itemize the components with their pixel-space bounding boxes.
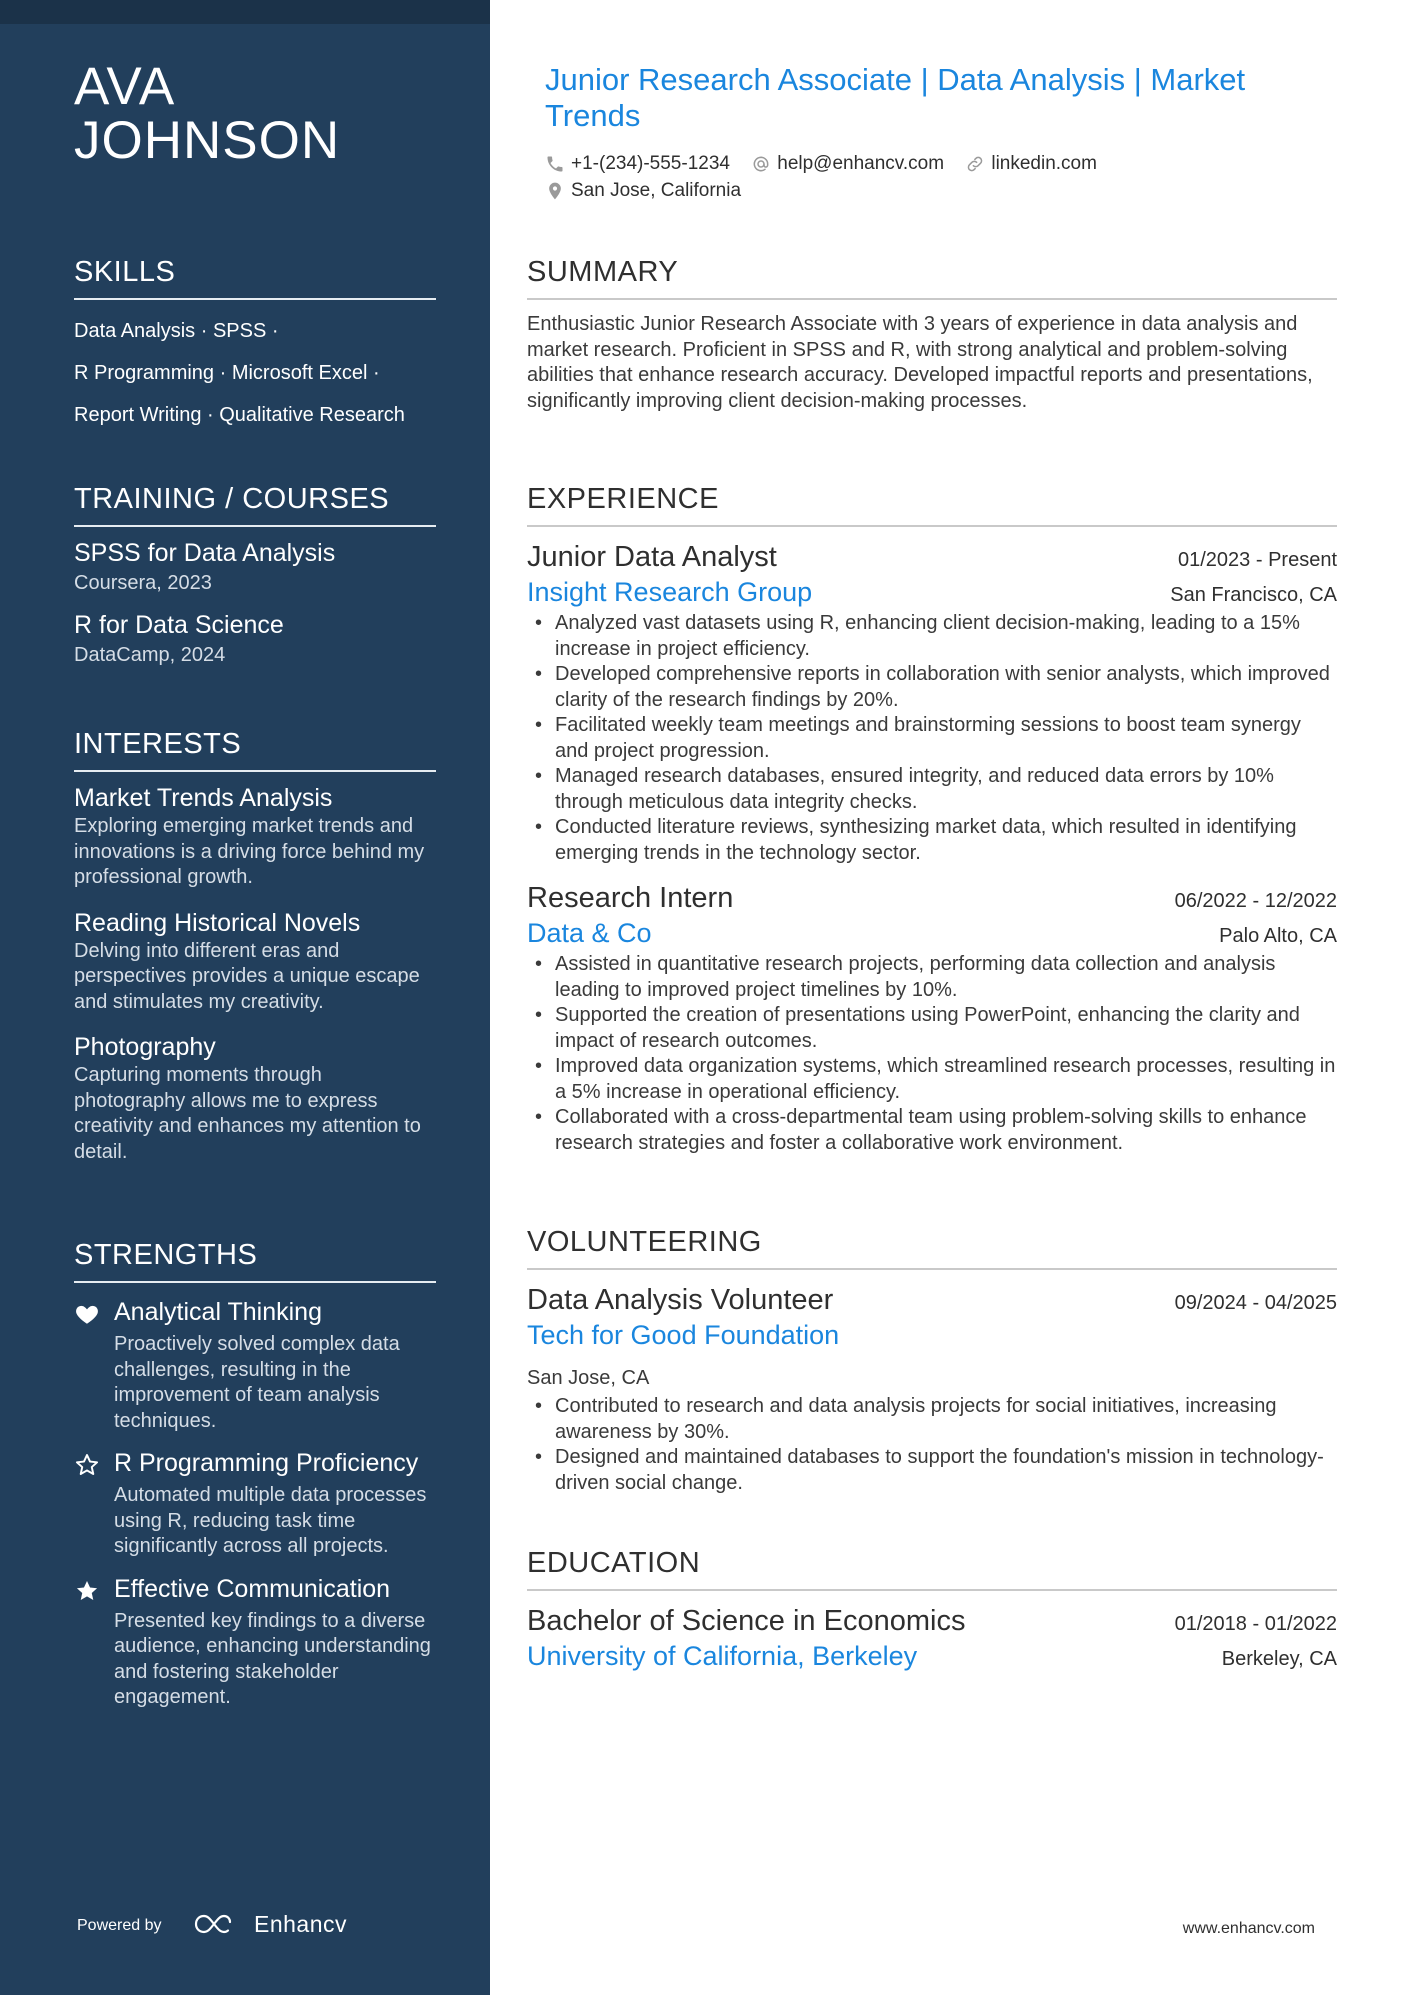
- star-filled-icon: [74, 1578, 100, 1604]
- company-name: Insight Research Group: [527, 577, 813, 607]
- interests-heading: INTERESTS: [74, 726, 436, 772]
- interest-desc: Delving into different eras and perspectives provides a unique escape and stimulates my creativity.: [74, 939, 420, 1013]
- list-item: • Facilitated weekly team meetings and brainstorming sessions to boost team synergy and project progression.: [527, 713, 1337, 764]
- link-icon: [965, 154, 985, 174]
- education-heading: EDUCATION: [527, 1545, 1337, 1591]
- phone-icon: [545, 154, 565, 174]
- job-title: Research Intern: [527, 882, 734, 914]
- strength-title: Effective Communication: [114, 1574, 391, 1603]
- list-item: • Designed and maintained databases to support the foundation's mission in technology-driven social change.: [527, 1445, 1337, 1496]
- interest-desc: Exploring emerging market trends and innovations is a driving force behind my professional growth.: [74, 815, 425, 888]
- strength-item: [74, 1574, 436, 1711]
- job-title: Junior Data Analyst: [527, 541, 777, 573]
- contact-location: [545, 179, 741, 203]
- course-title: SPSS for Data Analysis: [74, 539, 336, 567]
- summary-heading: SUMMARY: [527, 254, 1337, 300]
- job-dates: 06/2022 - 12/2022: [1174, 890, 1337, 912]
- training-section: [74, 481, 436, 681]
- list-item: • Analyzed vast datasets using R, enhancing client decision-making, leading to a 15% increase in project efficiency.: [527, 611, 1337, 662]
- job-entry: [527, 880, 1337, 1156]
- star-outline-icon: [74, 1452, 100, 1478]
- job-dates: 01/2023 - Present: [1178, 549, 1337, 571]
- contact-email[interactable]: [751, 152, 944, 176]
- footer-website[interactable]: www.enhancv.com: [1182, 1920, 1315, 1937]
- interest-desc: Capturing moments through photography allows me to express creativity and enhances my attention to detail.: [74, 1064, 421, 1163]
- powered-by-label: Powered by: [77, 1917, 162, 1934]
- summary-section: [527, 254, 1337, 414]
- volunteer-bullets: [527, 1394, 1337, 1496]
- volunteer-title: Data Analysis Volunteer: [527, 1284, 834, 1316]
- strength-desc: Automated multiple data processes using R, reducing task time significantly across all projects.: [114, 1484, 427, 1557]
- interest-title: Market Trends Analysis: [74, 784, 333, 812]
- email-text: help@enhancv.com: [777, 153, 945, 174]
- strength-item: [74, 1448, 436, 1560]
- job-location: San Francisco, CA: [1170, 584, 1337, 606]
- contact-row: [545, 152, 1113, 181]
- course-title: R for Data Science: [74, 611, 284, 639]
- enhancv-logo-icon: [194, 1910, 234, 1938]
- course-meta: Coursera, 2023: [74, 572, 212, 594]
- interest-title: Photography: [74, 1033, 216, 1061]
- training-heading: TRAINING / COURSES: [74, 481, 436, 527]
- list-item: • Collaborated with a cross-departmental team using problem-solving skills to enhance research strategies and foster a collaborative work environment.: [527, 1105, 1337, 1156]
- skills-line: R Programming · Microsoft Excel ·: [74, 362, 380, 384]
- candidate-name: AVA JOHNSON: [74, 57, 341, 170]
- school-name: University of California, Berkeley: [527, 1641, 918, 1671]
- list-item: • Assisted in quantitative research projects, performing data collection and analysis leading to improved project timelines by 10%.: [527, 952, 1337, 1003]
- sidebar-top-bar: [0, 0, 490, 24]
- sidebar: [0, 0, 490, 1995]
- contact-website[interactable]: [965, 152, 1097, 176]
- strength-desc: Presented key findings to a diverse audience, enhancing understanding and fostering stakeholder engagement.: [114, 1609, 431, 1708]
- education-dates: 01/2018 - 01/2022: [1174, 1613, 1337, 1635]
- company-name: Data & Co: [527, 918, 652, 948]
- strengths-section: [74, 1237, 436, 1723]
- resume-headline: Junior Research Associate | Data Analysis | Market Trends: [545, 62, 1246, 133]
- skills-section: [74, 254, 436, 436]
- heart-icon: [74, 1301, 100, 1327]
- location-pin-icon: [545, 181, 565, 201]
- experience-heading: EXPERIENCE: [527, 481, 1337, 527]
- job-bullets: [527, 952, 1337, 1156]
- job-entry: [527, 539, 1337, 866]
- experience-section: [527, 481, 1337, 1170]
- summary-text: Enthusiastic Junior Research Associate with 3 years of experience in data analysis and market research. Proficient in SPSS and R, with strong analytical and problem-solving abilities that enhance research accuracy. Developed impactful reports and presentations, significantly improving client decision-making processes.: [527, 313, 1313, 412]
- strength-desc: Proactively solved complex data challenges, resulting in the improvement of team analysis techniques.: [114, 1333, 400, 1432]
- interests-section: [74, 726, 436, 1181]
- interest-title: Reading Historical Novels: [74, 908, 361, 937]
- skills-line: Report Writing · Qualitative Research: [74, 404, 405, 426]
- list-item: • Developed comprehensive reports in collaboration with senior analysts, which improved clarity of the research findings by 20%.: [527, 662, 1337, 713]
- strength-title: R Programming Proficiency: [114, 1449, 419, 1477]
- education-section: [527, 1545, 1337, 1673]
- contact-row-location: [545, 179, 757, 208]
- job-bullets: [527, 611, 1337, 866]
- contact-phone[interactable]: [545, 152, 730, 176]
- list-item: • Contributed to research and data analysis projects for social initiatives, increasing awareness by 30%.: [527, 1394, 1337, 1445]
- education-location: Berkeley, CA: [1221, 1648, 1337, 1670]
- skills-heading: SKILLS: [74, 254, 436, 300]
- website-text: linkedin.com: [991, 153, 1097, 174]
- course-meta: DataCamp, 2024: [74, 644, 226, 666]
- volunteer-dates: 09/2024 - 04/2025: [1174, 1292, 1337, 1314]
- at-icon: [751, 154, 771, 174]
- list-item: • Managed research databases, ensured integrity, and reduced data errors by 10% through meticulous data integrity checks.: [527, 764, 1337, 815]
- degree: Bachelor of Science in Economics: [527, 1605, 966, 1637]
- strength-item: [74, 1297, 436, 1434]
- list-item: • Conducted literature reviews, synthesizing market data, which resulted in identifying emerging trends in the technology sector.: [527, 815, 1337, 866]
- strengths-heading: STRENGTHS: [74, 1237, 436, 1283]
- volunteer-location: San Jose, CA: [527, 1367, 650, 1389]
- enhancv-brand: Enhancv: [254, 1911, 348, 1937]
- list-item: • Supported the creation of presentations using PowerPoint, enhancing the clarity and impact of research outcomes.: [527, 1003, 1337, 1054]
- strength-title: Analytical Thinking: [114, 1298, 322, 1326]
- skills-line: Data Analysis · SPSS ·: [74, 320, 279, 342]
- volunteering-section: [527, 1224, 1337, 1510]
- volunteer-organization: Tech for Good Foundation: [527, 1320, 840, 1350]
- volunteering-heading: VOLUNTEERING: [527, 1224, 1337, 1270]
- job-location: Palo Alto, CA: [1219, 925, 1337, 947]
- location-text: San Jose, California: [571, 180, 742, 201]
- phone-text: +1-(234)-555-1234: [571, 153, 730, 174]
- list-item: • Improved data organization systems, which streamlined research processes, resulting in a 5% increase in operational efficiency.: [527, 1054, 1337, 1105]
